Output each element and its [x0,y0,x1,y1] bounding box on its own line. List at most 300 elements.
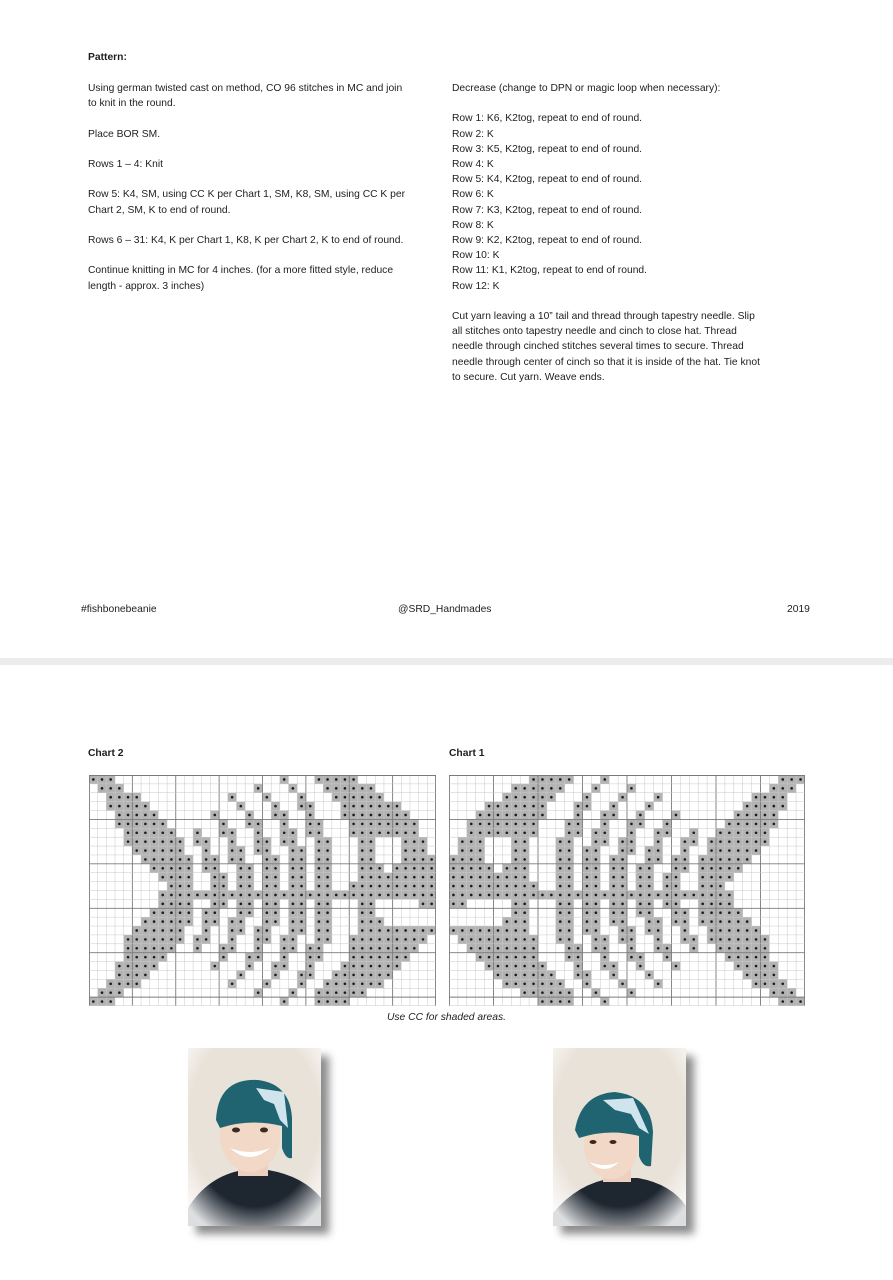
chart1-stitch-dot [595,867,598,870]
chart1-stitch-dot [523,929,526,932]
chart2-stitch-dot [248,814,251,817]
chart1-stitch-dot [514,920,517,923]
chart2-stitch-dot [161,956,164,959]
chart2-stitch-dot [378,796,381,799]
chart2-stitch-dot [222,885,225,888]
chart1-stitch-dot [488,867,491,870]
chart2-stitch-dot [387,956,390,959]
chart1-stitch-dot [506,823,509,826]
chart2-stitch-dot [387,876,390,879]
chart1-stitch-dot [621,982,624,985]
chart1-stitch-dot [603,938,606,941]
chart2-stitch-dot [127,974,130,977]
chart2-stitch-dot [413,823,416,826]
chart1-stitch-dot [603,1000,606,1003]
chart1-stitch-dot [737,911,740,914]
chart1-stitch-dot [586,885,589,888]
chart1-stitch-dot [719,876,722,879]
chart2-stitch-dot [179,911,182,914]
chart1-stitch-dot [568,947,571,950]
chart1-stitch-dot [621,894,624,897]
chart2-stitch-dot [335,894,338,897]
chart2-stitch-dot [118,814,121,817]
chart2-stitch-dot [326,787,329,790]
chart1-stitch-dot [559,982,562,985]
chart2-grid [89,775,436,1006]
chart1-stitch-dot [621,903,624,906]
chart2-stitch-dot [396,965,399,968]
chart1-stitch-dot [755,947,758,950]
instruction-line: Row 6: K [452,189,494,201]
chart1-stitch-dot [746,929,749,932]
chart1-stitch-dot [506,894,509,897]
chart1-stitch-dot [648,849,651,852]
instruction-line: to knit in the round. [88,98,176,110]
chart2-stitch-dot [335,1000,338,1003]
chart1-stitch-dot [470,885,473,888]
chart2-stitch-dot [352,778,355,781]
chart1-stitch-dot [488,814,491,817]
chart2-stitch-dot [170,867,173,870]
chart1-stitch-dot [773,805,776,808]
chart1-stitch-dot [523,867,526,870]
blank-line [452,96,812,111]
chart1-stitch-dot [701,858,704,861]
footer-hashtag: #fishbonebeanie [81,604,157,615]
chart2-stitch-dot [361,814,364,817]
instruction-line: Row 5: K4, SM, using CC K per Chart 1, SM, K8, SM, using CC K per [88,189,406,201]
chart1-stitch-dot [488,805,491,808]
chart1-stitch-dot [790,991,793,994]
chart2-stitch-dot [240,894,243,897]
chart1-stitch-dot [595,903,598,906]
chart2-stitch-dot [274,876,277,879]
chart1-stitch-dot [514,965,517,968]
chart2-stitch-dot [257,929,260,932]
chart2-stitch-dot [300,903,303,906]
chart2-stitch-dot [335,778,338,781]
chart2-stitch-dot [404,823,407,826]
chart2-stitch-dot [326,920,329,923]
chart2-stitch-dot [300,849,303,852]
chart2-stitch-dot [135,849,138,852]
chart2-stitch-dot [179,840,182,843]
chart2-stitch-dot [404,831,407,834]
footer-handle: @SRD_Handmades [398,604,492,615]
chart1-stitch-dot [506,956,509,959]
chart2-stitch-dot [378,823,381,826]
chart1-stitch-dot [728,903,731,906]
chart2-stitch-dot [352,947,355,950]
chart1-stitch-dot [764,965,767,968]
chart1-stitch-dot [630,929,633,932]
chart2-stitch-dot [370,929,373,932]
chart2-stitch-dot [361,876,364,879]
chart2-stitch-dot [300,876,303,879]
chart1-stitch-dot [506,867,509,870]
chart2-stitch-dot [378,947,381,950]
chart2-stitch-dot [344,1000,347,1003]
chart1-stitch-dot [532,831,535,834]
chart1-stitch-dot [514,805,517,808]
chart1-stitch-dot [639,894,642,897]
chart1-stitch-dot [773,787,776,790]
chart2-stitch-dot [144,974,147,977]
chart2-stitch-dot [231,840,234,843]
chart1-stitch-dot [719,903,722,906]
chart1-stitch-dot [497,885,500,888]
chart2-stitch-dot [361,947,364,950]
chart2-stitch-dot [283,831,286,834]
chart2-stitch-dot [179,938,182,941]
chart1-stitch-dot [470,858,473,861]
chart1-stitch-dot [675,814,678,817]
chart1-stitch-dot [764,831,767,834]
chart2-stitch-dot [326,1000,329,1003]
chart2-stitch-dot [127,814,130,817]
chart2-stitch-dot [352,965,355,968]
chart2-stitch-dot [240,911,243,914]
chart1-stitch-dot [497,974,500,977]
chart2-stitch-dot [153,831,156,834]
chart2-stitch-dot [292,858,295,861]
chart1-stitch-dot [737,920,740,923]
chart1-stitch-dot [514,831,517,834]
chart2-stitch-dot [135,796,138,799]
chart1-stitch-dot [550,1000,553,1003]
chart1-stitch-dot [568,858,571,861]
chart1-stitch-dot [746,974,749,977]
chart1-stitch-dot [675,867,678,870]
chart2-stitch-dot [344,778,347,781]
chart2-stitch-dot [361,982,364,985]
chart1-stitch-dot [514,903,517,906]
chart1-stitch-dot [621,858,624,861]
chart2-stitch-dot [361,885,364,888]
chart2-stitch-dot [378,956,381,959]
chart1-stitch-dot [630,991,633,994]
chart2-stitch-dot [274,974,277,977]
chart2-stitch-dot [170,876,173,879]
chart2-stitch-dot [118,974,121,977]
chart2-stitch-dot [274,867,277,870]
chart2-stitch-dot [161,823,164,826]
chart2-stitch-dot [153,956,156,959]
chart2-stitch-dot [326,858,329,861]
chart2-stitch-dot [370,938,373,941]
chart2-stitch-dot [248,956,251,959]
chart2-stitch-dot [153,920,156,923]
chart1-stitch-dot [559,991,562,994]
chart1-stitch-dot [710,849,713,852]
chart1-stitch-dot [612,876,615,879]
chart2-stitch-dot [179,876,182,879]
chart1-stitch-dot [559,858,562,861]
chart1-stitch-dot [630,849,633,852]
chart1-stitch-dot [648,911,651,914]
chart2-stitch-dot [213,920,216,923]
chart2-stitch-dot [370,831,373,834]
chart1-stitch-dot [675,858,678,861]
chart1-stitch-dot [684,929,687,932]
chart1-stitch-dot [737,814,740,817]
chart2-stitch-dot [387,947,390,950]
chart1-stitch-dot [470,831,473,834]
chart1-stitch-dot [746,814,749,817]
chart2-stitch-dot [335,991,338,994]
chart1-stitch-dot [737,947,740,950]
chart2-stitch-dot [222,956,225,959]
chart1-stitch-dot [790,1000,793,1003]
chart1-stitch-dot [692,894,695,897]
chart2-stitch-dot [170,929,173,932]
chart2-stitch-dot [326,849,329,852]
chart2-stitch-dot [257,991,260,994]
chart2-stitch-dot [213,894,216,897]
chart2-stitch-dot [109,778,112,781]
chart2-stitch-dot [352,894,355,897]
chart1-stitch-dot [719,840,722,843]
chart1-stitch-dot [452,876,455,879]
chart1-stitch-dot [514,974,517,977]
chart1-stitch-dot [657,920,660,923]
chart2-stitch-dot [344,974,347,977]
chart2-stitch-dot [118,805,121,808]
chart1-stitch-dot [470,938,473,941]
chart2-stitch-dot [170,885,173,888]
chart2-stitch-dot [248,903,251,906]
chart2-stitch-dot [361,823,364,826]
chart2-stitch-dot [170,920,173,923]
chart2-stitch-dot [135,956,138,959]
chart2-stitch-dot [101,1000,104,1003]
chart1-stitch-dot [568,840,571,843]
chart1-stitch-dot [577,805,580,808]
chart1-stitch-dot [630,787,633,790]
chart2-stitch-dot [257,947,260,950]
chart2-stitch-dot [378,938,381,941]
chart2-stitch-dot [378,867,381,870]
chart2-stitch-dot [378,805,381,808]
chart1-stitch-dot [728,894,731,897]
chart2-stitch-dot [335,982,338,985]
chart1-stitch-dot [452,867,455,870]
chart1-stitch-dot [755,849,758,852]
chart1-stitch-dot [746,840,749,843]
chart2-stitch-dot [127,831,130,834]
chart1-stitch-dot [648,805,651,808]
chart1-stitch-dot [612,965,615,968]
chart1-stitch-dot [595,831,598,834]
chart2-stitch-dot [387,929,390,932]
chart1-stitch-dot [568,920,571,923]
chart2-stitch-dot [109,796,112,799]
chart2-stitch-dot [118,982,121,985]
chart2-stitch-dot [422,876,425,879]
chart2-stitch-dot [361,805,364,808]
chart1-stitch-dot [684,938,687,941]
chart2-stitch-dot [396,956,399,959]
chart2-stitch-dot [248,823,251,826]
chart1-stitch-dot [710,885,713,888]
instruction-line: Rows 6 – 31: K4, K per Chart 1, K8, K per Chart 2, K to end of round. [88,234,404,246]
chart1-stitch-dot [675,903,678,906]
chart2-stitch-dot [370,894,373,897]
chart2-stitch-dot [300,796,303,799]
instruction-line: needle through center of cinch so that it is inside of the hat. Tie knot [452,356,760,368]
chart1-stitch-dot [773,982,776,985]
chart1-stitch-dot [612,805,615,808]
chart2-stitch-dot [222,823,225,826]
chart1-stitch-dot [514,823,517,826]
chart2-stitch-dot [127,805,130,808]
chart1-stitch-dot [568,903,571,906]
chart2-stitch-dot [404,840,407,843]
chart2-stitch-dot [292,867,295,870]
chart2-stitch-dot [326,938,329,941]
chart1-stitch-dot [657,929,660,932]
chart2-stitch-dot [370,911,373,914]
chart1-stitch-dot [550,787,553,790]
chart1-stitch-dot [523,805,526,808]
chart1-stitch-dot [603,823,606,826]
chart2-stitch-dot [196,894,199,897]
chart1-stitch-dot [488,831,491,834]
chart2-stitch-dot [92,1000,95,1003]
chart1-stitch-dot [559,787,562,790]
chart1-stitch-dot [755,840,758,843]
chart1-stitch-dot [595,911,598,914]
chart1-stitch-dot [532,982,535,985]
chart1-stitch-dot [550,991,553,994]
chart2-stitch-dot [135,929,138,932]
chart2-stitch-dot [266,929,269,932]
chart1-stitch-dot [577,894,580,897]
chart2-stitch-dot [292,894,295,897]
chart2-stitch-dot [274,911,277,914]
chart2-stitch-dot [361,929,364,932]
chart1-stitch-dot [586,929,589,932]
chart2-stitch-dot [274,894,277,897]
chart2-stitch-dot [378,814,381,817]
chart1-stitch-dot [621,849,624,852]
chart2-stitch-dot [153,858,156,861]
chart2-stitch-dot [387,823,390,826]
chart2-stitch-dot [335,974,338,977]
chart2-stitch-dot [352,938,355,941]
chart1-stitch-dot [710,911,713,914]
chart2-stitch-dot [144,929,147,932]
chart1-stitch-dot [470,894,473,897]
chart1-stitch-dot [523,796,526,799]
chart1-stitch-dot [568,849,571,852]
chart2-stitch-dot [213,814,216,817]
chart1-stitch-dot [514,938,517,941]
chart2-stitch-dot [318,903,321,906]
chart2-stitch-dot [404,938,407,941]
chart2-stitch-dot [274,814,277,817]
chart1-stitch-dot [514,982,517,985]
chart1-stitch-dot [764,947,767,950]
chart1-stitch-dot [603,778,606,781]
chart1-stitch-dot [666,894,669,897]
blank-line [88,248,443,263]
chart2-stitch-dot [361,894,364,897]
chart1-stitch-dot [719,947,722,950]
chart2-stitch-dot [248,867,251,870]
chart2-stitch-dot [257,894,260,897]
chart1-stitch-dot [719,831,722,834]
chart1-stitch-dot [692,831,695,834]
chart2-stitch-dot [309,805,312,808]
chart2-stitch-dot [161,840,164,843]
instruction-line: Cut yarn leaving a 10” tail and thread through tapestry needle. Slip [452,311,755,323]
chart2-stitch-dot [240,903,243,906]
chart2-stitch-dot [266,938,269,941]
chart1-stitch-dot [514,947,517,950]
chart2-stitch-dot [257,840,260,843]
chart1-stitch-dot [612,814,615,817]
chart1-stitch-dot [568,831,571,834]
chart1-stitch-dot [514,814,517,817]
chart1-stitch-dot [728,938,731,941]
chart2-stitch-dot [231,947,234,950]
chart1-stitch-dot [764,840,767,843]
chart1-stitch-dot [701,876,704,879]
chart2-stitch-dot [205,840,208,843]
chart2-title: Chart 2 [88,748,124,759]
chart1-stitch-dot [523,947,526,950]
chart1-stitch-dot [506,965,509,968]
chart2-stitch-dot [179,867,182,870]
chart2-stitch-dot [300,929,303,932]
chart2-stitch-dot [222,876,225,879]
chart2-stitch-dot [205,938,208,941]
chart1-stitch-dot [577,814,580,817]
chart2-stitch-dot [205,920,208,923]
chart1-stitch-dot [710,840,713,843]
chart2-stitch-dot [170,831,173,834]
chart2-stitch-dot [135,831,138,834]
chart1-stitch-dot [684,894,687,897]
chart2-stitch-dot [387,885,390,888]
chart2-stitch-dot [161,876,164,879]
chart1-stitch-dot [541,894,544,897]
chart1-stitch-dot [523,974,526,977]
chart1-stitch-dot [541,778,544,781]
chart2-stitch-dot [309,814,312,817]
chart1-stitch-dot [781,796,784,799]
chart1-stitch-dot [497,876,500,879]
chart1-stitch-dot [523,894,526,897]
chart2-stitch-dot [387,938,390,941]
chart1-stitch-dot [746,858,749,861]
chart2-stitch-dot [344,787,347,790]
chart1-stitch-dot [595,840,598,843]
chart1-stitch-dot [532,974,535,977]
chart2-stitch-dot [300,894,303,897]
chart2-stitch-dot [179,929,182,932]
chart2-stitch-dot [361,956,364,959]
instruction-line: Row 2: K [452,128,494,140]
chart1-stitch-dot [523,903,526,906]
chart2-stitch-dot [361,965,364,968]
chart1-stitch-dot [514,894,517,897]
chart2-stitch-dot [231,849,234,852]
chart1-stitch-dot [737,965,740,968]
chart2-stitch-dot [127,840,130,843]
chart2-stitch-dot [309,974,312,977]
